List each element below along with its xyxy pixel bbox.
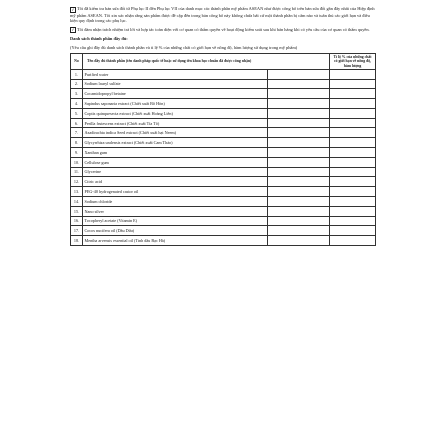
table-row <box>71 236 376 246</box>
row-number: 14. <box>71 196 83 206</box>
ingredient-name: Sodium chloride <box>82 196 267 206</box>
row-number: 1. <box>71 69 83 79</box>
declaration-paragraph-1: ✓ Tôi đã kiểm tra bản sửa đổi từ Phụ lục II đến Phụ lục VII của danh mục các thành phần mỹ phẩm ASEAN như được công bố trên bản sửa đổi gần đây nhất của Hiệp định mỹ phẩm ASEAN. Tôi xin xác nhận rằng sản phẩm được đề cập đến trong bản công bố này không chứa bất cứ một thành phần bị cấm nào và tuân thủ các giới hạn và điều kiện quy định trong các phụ lục. <box>70 6 375 24</box>
header-ingredient-name: Tên đầy đủ thành phần (tên danh pháp quốc tế hoặc sử dụng tên khoa học chuẩn đã được công nhận) <box>82 54 329 69</box>
table-row <box>71 138 376 148</box>
ingredient-name: PEG-40 hydrogenated castor oil <box>82 187 267 197</box>
ingredient-list-note: (Yêu cầu ghi đầy đủ danh sách thành phần và tỉ lệ % của những chất có giới hạn về nồng độ, hàm lượng sử dụng trong mỹ phẩm) <box>70 44 298 50</box>
ingredient-percent <box>330 167 376 177</box>
row-number: 18. <box>71 236 83 246</box>
row-number: 15. <box>71 206 83 216</box>
table-row <box>71 148 376 158</box>
table-row <box>71 216 376 226</box>
row-number: 3. <box>71 89 83 99</box>
table-row <box>71 89 376 99</box>
checkbox-icon[interactable]: ✓ <box>71 27 75 33</box>
ingredient-name: Citric acid <box>82 177 267 187</box>
header-no: No <box>71 54 83 69</box>
ingredient-name: Sodium lauryl sulfate <box>82 79 267 89</box>
row-number: 6. <box>71 118 83 128</box>
ingredient-name: Perilla frutescens extract (Chiết xuất Tía Tô) <box>82 118 267 128</box>
ingredient-percent <box>330 157 376 167</box>
ingredient-extra-cell <box>268 187 330 197</box>
ingredient-name: Coptis quinquesecta extract (Chiết xuất Hoàng Liên) <box>82 108 267 118</box>
row-number: 8. <box>71 138 83 148</box>
ingredient-rows <box>71 69 376 245</box>
table-row <box>71 167 376 177</box>
row-number: 7. <box>71 128 83 138</box>
ingredient-extra-cell <box>268 118 330 128</box>
table-row <box>71 206 376 216</box>
row-number: 10. <box>71 157 83 167</box>
ingredient-name: Azadirachta indica Seed extract (Chiết xuất hạt Neem) <box>82 128 267 138</box>
ingredient-extra-cell <box>268 138 330 148</box>
ingredient-name: Mentha arvensis essential oil (Tinh dầu Bạc Hà) <box>82 236 267 246</box>
row-number: 17. <box>71 226 83 236</box>
ingredient-extra-cell <box>268 216 330 226</box>
ingredient-extra-cell <box>268 108 330 118</box>
ingredient-extra-cell <box>268 89 330 99</box>
ingredient-name: Nano silver <box>82 206 267 216</box>
declaration-paragraph-2: ✓ Tôi đảm nhận trách nhiệm trả lời và hợp tác toàn diện với cơ quan có thẩm quyền về hoạt động kiểm soát sau khi bán hàng khi có yêu cầu của cơ quan có thẩm quyền. <box>71 26 370 33</box>
ingredient-extra-cell <box>268 157 330 167</box>
ingredient-percent <box>330 148 376 158</box>
ingredient-name: Purified water <box>82 69 267 79</box>
ingredient-extra-cell <box>268 167 330 177</box>
ingredient-extra-cell <box>268 236 330 246</box>
row-number: 12. <box>71 177 83 187</box>
ingredient-percent <box>330 206 376 216</box>
table-row <box>71 128 376 138</box>
table-row <box>71 118 376 128</box>
ingredient-name: Sapindus saponaria extract (Chiết xuất Bồ Hòn) <box>82 99 267 109</box>
row-number: 13. <box>71 187 83 197</box>
row-number: 2. <box>71 79 83 89</box>
ingredient-extra-cell <box>268 148 330 158</box>
checkbox-icon[interactable]: ✓ <box>71 6 75 12</box>
ingredient-name: Cocos nucifera oil (Dầu Dừa) <box>82 226 267 236</box>
ingredient-percent <box>330 118 376 128</box>
table-row <box>71 157 376 167</box>
table-row <box>71 187 376 197</box>
table-row <box>71 226 376 236</box>
ingredient-percent <box>330 89 376 99</box>
ingredient-name: Cellulose gum <box>82 157 267 167</box>
row-number: 5. <box>71 108 83 118</box>
ingredient-percent <box>330 69 376 79</box>
ingredient-percent <box>330 196 376 206</box>
ingredient-percent <box>330 226 376 236</box>
table-row <box>71 196 376 206</box>
ingredient-extra-cell <box>268 196 330 206</box>
row-number: 16. <box>71 216 83 226</box>
ingredient-percent <box>330 138 376 148</box>
ingredient-name: Tocopheryl acetate (Vitamin E) <box>82 216 267 226</box>
table-row <box>71 99 376 109</box>
ingredient-name: Xanthan gum <box>82 148 267 158</box>
ingredient-extra-cell <box>268 128 330 138</box>
ingredient-percent <box>330 236 376 246</box>
ingredient-percent <box>330 79 376 89</box>
ingredient-name: Cocamidopropyl betaine <box>82 89 267 99</box>
ingredient-percent <box>330 187 376 197</box>
ingredient-percent <box>330 216 376 226</box>
ingredient-percent <box>330 99 376 109</box>
row-number: 4. <box>71 99 83 109</box>
header-percent: Tỉ lệ % của những chất có giới hạn về nồng độ, hàm lượng <box>330 54 376 69</box>
ingredient-extra-cell <box>268 226 330 236</box>
table-row <box>71 108 376 118</box>
ingredient-percent <box>330 177 376 187</box>
declaration-document <box>70 6 376 246</box>
ingredient-extra-cell <box>268 177 330 187</box>
table-row <box>71 177 376 187</box>
ingredient-percent <box>330 108 376 118</box>
ingredient-extra-cell <box>268 79 330 89</box>
row-number: 11. <box>71 167 83 177</box>
table-header-row <box>71 54 376 69</box>
ingredient-percent <box>330 128 376 138</box>
table-row <box>71 69 376 79</box>
ingredient-list-heading: Danh sách thành phần đầy đủ: <box>70 36 128 42</box>
ingredient-extra-cell <box>268 69 330 79</box>
ingredient-name: Glycerine <box>82 167 267 177</box>
ingredient-table <box>70 53 376 245</box>
table-row <box>71 79 376 89</box>
ingredient-extra-cell <box>268 206 330 216</box>
ingredient-name: Glycyrrhiza uralensis extract (Chiết xuất Cam Thảo) <box>82 138 267 148</box>
row-number: 9. <box>71 148 83 158</box>
ingredient-extra-cell <box>268 99 330 109</box>
